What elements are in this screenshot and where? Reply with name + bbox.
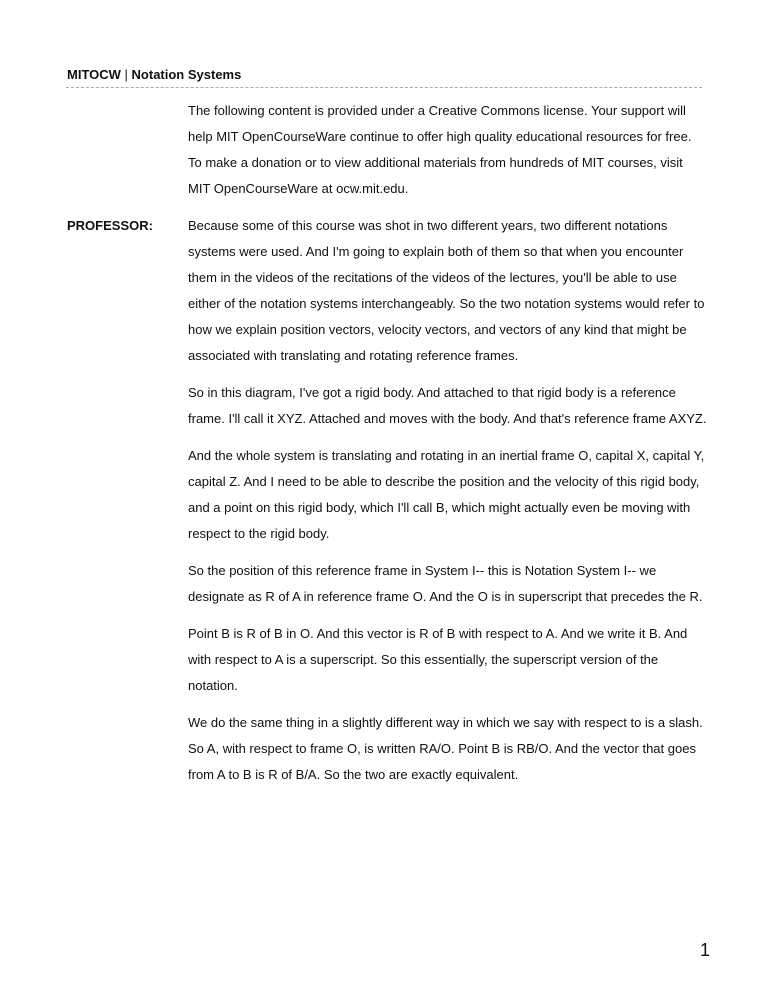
speaker-label: [67, 621, 188, 699]
transcript-paragraph: So in this diagram, I've got a rigid body. And attached to that rigid body is a reference frame. I'll call it XYZ. Attached and moves with the body. And that's reference frame AXYZ.: [188, 385, 707, 426]
speaker-label: PROFESSOR:: [67, 218, 153, 233]
transcript-body: [67, 98, 707, 799]
transcript-entry: [67, 213, 707, 369]
speaker-label: [67, 380, 188, 432]
transcript-paragraph: And the whole system is translating and rotating in an inertial frame O, capital X, capital Y, capital Z. And I need to be able to describe the position and the velocity of this rigid body, and a point on this rigid body, which I'll call B, which might actually even be moving with respect to the rigid body.: [188, 448, 705, 541]
speaker-label: [67, 443, 188, 547]
speaker-label: [67, 710, 188, 788]
document-title: Notation Systems: [131, 67, 242, 82]
transcript-paragraph: The following content is provided under a Creative Commons license. Your support will help MIT OpenCourseWare continue to offer high quality educational resources for free. To make a donation or to view additional materials from hundreds of MIT courses, visit MIT OpenCourseWare at ocw.mit.edu.: [188, 103, 692, 196]
transcript-entry: [67, 710, 707, 788]
page-number: 1: [699, 940, 710, 960]
transcript-entry: [67, 98, 707, 202]
transcript-paragraph: We do the same thing in a slightly different way in which we say with respect to is a slash. So A, with respect to frame O, is written RA/O. Point B is RB/O. And the vector that goes from A to B is R of B/A. So the two are exactly equivalent.: [188, 715, 703, 782]
header-separator: |: [120, 67, 132, 82]
transcript-entry: [67, 621, 707, 699]
transcript-entry: [67, 558, 707, 610]
transcript-entry: [67, 443, 707, 547]
header-source: MITOCW: [67, 67, 121, 82]
transcript-paragraph: Point B is R of B in O. And this vector is R of B with respect to A. And we write it B. And with respect to A is a superscript. So this essentially, the superscript version of the notation.: [188, 626, 688, 693]
document-header: [67, 66, 241, 84]
speaker-label: [67, 558, 188, 610]
transcript-paragraph: So the position of this reference frame in System I-- this is Notation System I-- we designate as R of A in reference frame O. And the O is in superscript that precedes the R.: [188, 563, 703, 604]
speaker-label: [67, 98, 188, 202]
header-divider: [66, 87, 702, 88]
transcript-paragraph: Because some of this course was shot in two different years, two different notations systems were used. And I'm going to explain both of them so that when you encounter them in the videos of the recitations of the videos of the lectures, you'll be able to use either of the notation systems interchangeably. So the two notation systems would refer to how we explain position vectors, velocity vectors, and vectors of any kind that might be associated with translating and rotating reference frames.: [188, 218, 705, 363]
transcript-entry: [67, 380, 707, 432]
